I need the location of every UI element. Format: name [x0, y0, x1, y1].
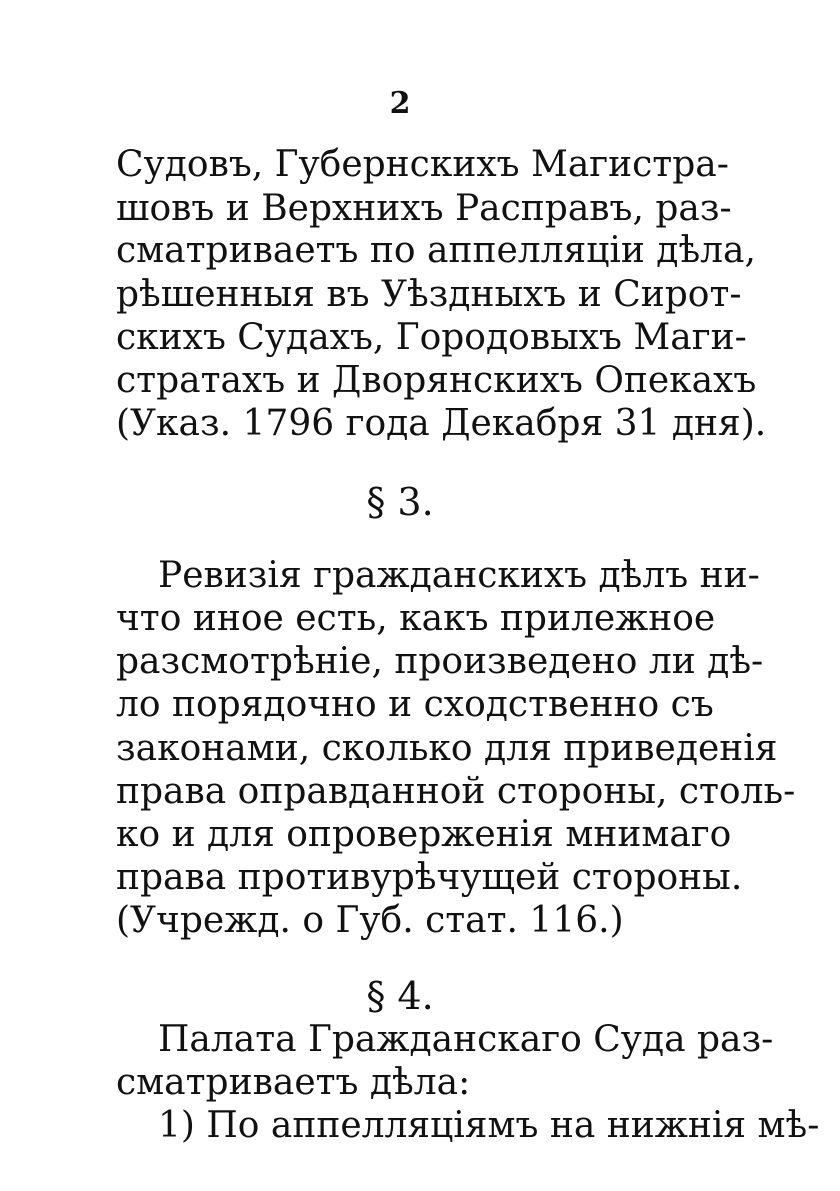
section-heading: § 4.: [366, 973, 434, 1018]
text-line: права оправданной стороны, столь-: [116, 770, 796, 812]
text-line: законами, сколько для приведенія: [116, 727, 778, 769]
page-number: 2: [389, 86, 411, 121]
text-line: стратахъ и Дворянскихъ Опекахъ: [116, 360, 757, 401]
text-line: ко и для опроверженія мнимаго: [116, 814, 732, 856]
text-line: скихъ Судахъ, Городовыхъ Маги-: [116, 316, 747, 358]
text-line: рѣшенныя въ Уѣздныхъ и Сирот-: [116, 273, 742, 315]
text-line: Палата Гражданскаго Суда раз-: [158, 1018, 774, 1060]
section-heading: § 3.: [366, 479, 434, 524]
text-line: 1) По аппелляціямъ на нижнія мѣ-: [158, 1105, 820, 1146]
text-line: (Указ. 1796 года Декабря 31 дня).: [116, 403, 767, 445]
text-line: (Учрежд. о Губ. стат. 116.): [116, 900, 624, 942]
text-line: ло порядочно и сходственно съ: [116, 684, 714, 726]
text-line: разсмотрѣніе, произведено ли дѣ-: [116, 641, 764, 683]
text-line: шовъ и Верхнихъ Расправъ, раз-: [116, 188, 732, 230]
text-line: Ревизія гражданскихъ дѣлъ ни-: [158, 554, 760, 596]
text-line: сматриваетъ по аппелляціи дѣла,: [116, 230, 756, 272]
text-line: сматриваетъ дѣла:: [116, 1061, 471, 1103]
text-line: Судовъ, Губернскихъ Магистра-: [116, 144, 729, 185]
text-line: что иное есть, какъ прилежное: [116, 598, 716, 640]
text-line: права противурѣчущей стороны.: [116, 857, 743, 899]
